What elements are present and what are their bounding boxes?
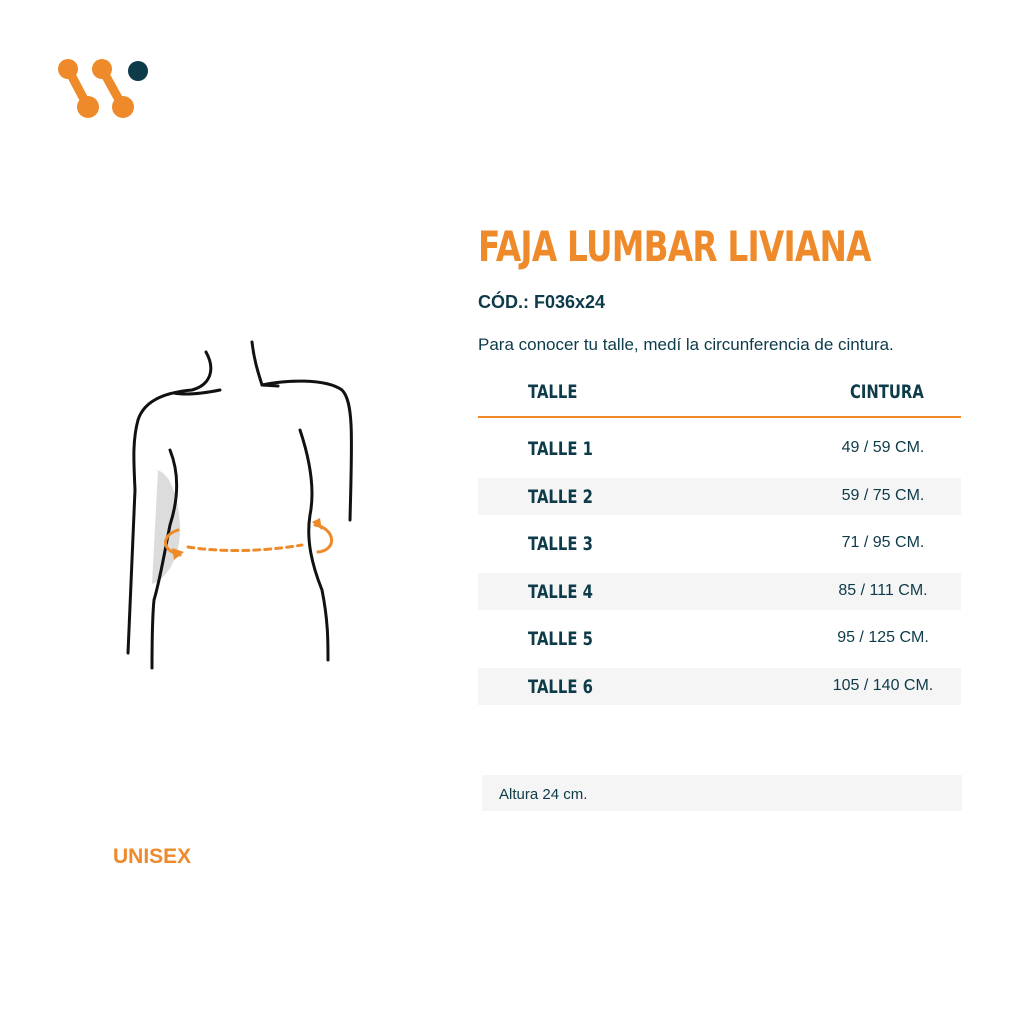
waist-value: 105 / 140 CM. (832, 676, 934, 694)
height-note (482, 775, 962, 811)
size-label: TALLE 1 (528, 438, 593, 460)
size-label: TALLE 6 (528, 675, 593, 698)
size-label: TALLE 5 (528, 628, 593, 650)
size-table (478, 372, 961, 715)
product-title: FAJA LUMBAR LIVIANA (478, 222, 871, 271)
header-waist: CINTURA (850, 381, 924, 403)
table-row (478, 620, 961, 657)
waist-value: 49 / 59 CM. (841, 439, 925, 456)
torso-waist-measurement-icon (110, 330, 370, 680)
waist-value: 85 / 111 CM. (838, 581, 928, 599)
size-label: TALLE 4 (528, 580, 593, 603)
waist-value: 59 / 75 CM. (841, 486, 925, 504)
product-code: CÓD.: F036x24 (478, 292, 606, 312)
header-size: TALLE (528, 381, 578, 403)
size-label: TALLE 2 (528, 485, 593, 508)
size-label: TALLE 3 (528, 533, 593, 555)
table-row (478, 668, 961, 705)
table-row (478, 478, 961, 515)
table-row (478, 525, 961, 562)
brand-logo-icon (52, 55, 152, 127)
table-row (478, 430, 961, 467)
size-instructions: Para conocer tu talle, medí la circunferencia de cintura. (478, 335, 894, 354)
height-note-text: Altura 24 cm. (499, 786, 588, 803)
gender-label: UNISEX (113, 845, 192, 868)
waist-value: 95 / 125 CM. (837, 629, 929, 646)
waist-value: 71 / 95 CM. (841, 534, 925, 551)
size-table-header (478, 372, 961, 418)
table-row (478, 573, 961, 610)
